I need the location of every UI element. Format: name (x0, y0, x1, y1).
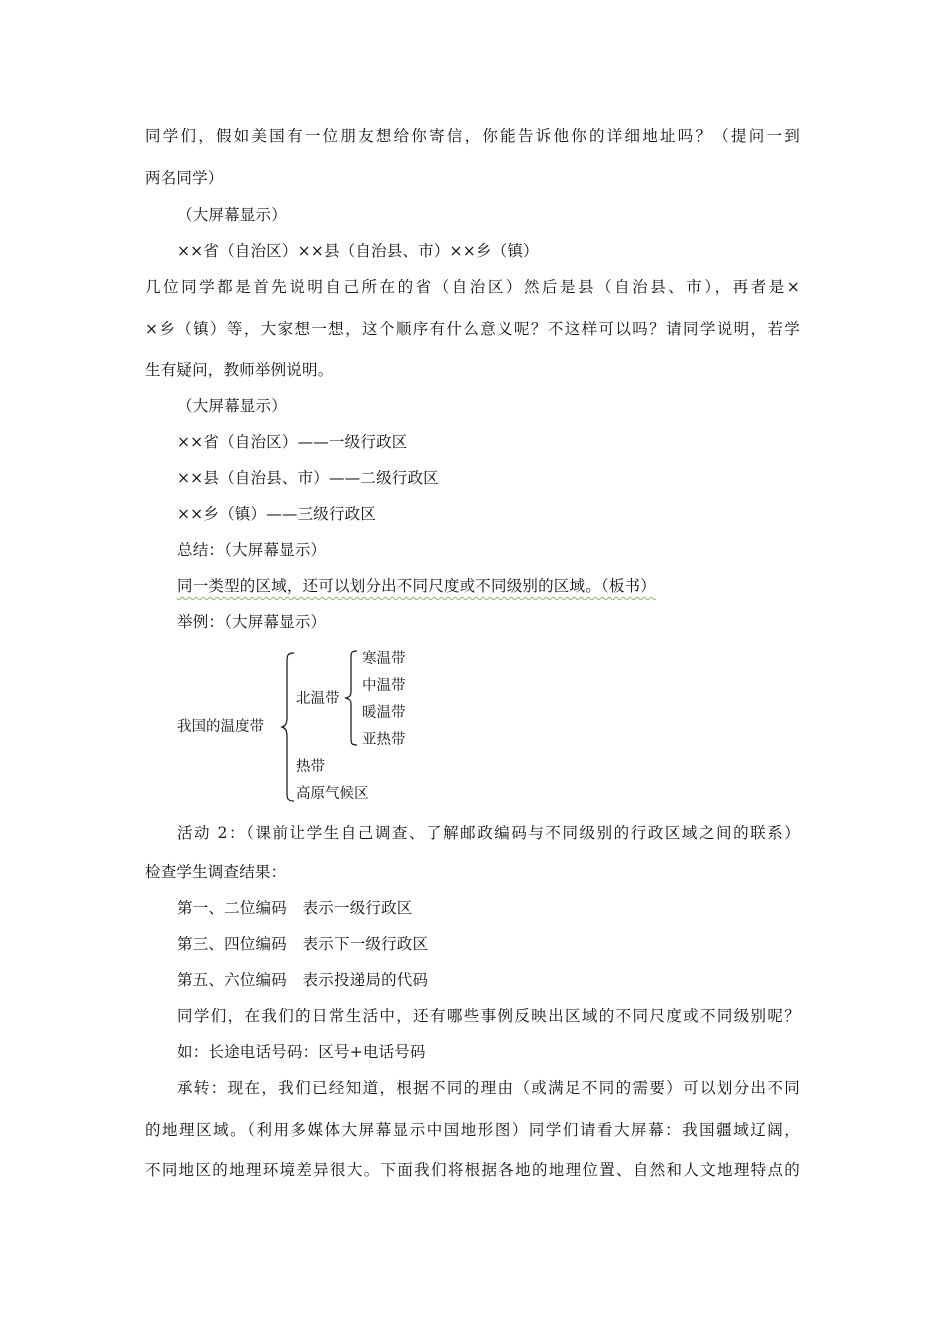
phone-example: 如：长途电话号码：区号+电话号码 (177, 1043, 426, 1061)
zone-mid-temperate: 中温带 (362, 678, 406, 694)
transition-line-2: 的地理区域。（利用多媒体大屏幕显示中国地形图）同学们请看大屏幕：我国疆域辽阔， (145, 1121, 800, 1139)
address-format: ××省（自治区）××县（自治县、市）××乡（镇） (177, 242, 539, 260)
zone-subtropical: 亚热带 (362, 732, 406, 748)
summary-heading: 总结：（大屏幕显示） (177, 541, 327, 559)
tree-tropical-label: 热带 (296, 759, 325, 775)
tree-root-label: 我国的温度带 (177, 719, 264, 735)
paragraph-2-line-1: 几位同学都是首先说明自己所在的省（自治区）然后是县（自治县、市），再者是× (145, 278, 800, 296)
admin-level-2: ××县（自治县、市）——二级行政区 (177, 469, 439, 487)
outer-brace (282, 652, 298, 802)
inner-brace (346, 650, 360, 746)
transition-line-3: 不同地区的地理环境差异很大。下面我们将根据各地的地理位置、自然和人文地理特点的 (145, 1161, 800, 1179)
tree-plateau-label: 高原气候区 (296, 786, 369, 802)
postal-code-1: 第一、二位编码 表示一级行政区 (177, 899, 413, 917)
activity-2: 活动 2：（课前让学生自己调查、了解邮政编码与不同级别的行政区域之间的联系） (177, 824, 800, 842)
check-results: 检查学生调查结果： (145, 863, 287, 881)
postal-code-3: 第五、六位编码 表示投递局的代码 (177, 971, 429, 989)
screen-note-1: （大屏幕显示） (177, 206, 287, 224)
tree-north-label: 北温带 (296, 691, 340, 707)
paragraph-2-line-2: ×乡（镇）等，大家想一想，这个顺序有什么意义呢？不这样可以吗？请同学说明，若学 (145, 320, 800, 338)
postal-code-2: 第三、四位编码 表示下一级行政区 (177, 935, 429, 953)
summary-text: 同一类型的区域，还可以划分出不同尺度或不同级别的区域。（板书） (177, 577, 656, 595)
admin-level-1: ××省（自治区）——一级行政区 (177, 433, 408, 451)
transition-line-1: 承转：现在，我们已经知道，根据不同的理由（或满足不同的需要）可以划分出不同 (177, 1079, 800, 1097)
example-heading: 举例：（大屏幕显示） (177, 613, 327, 631)
paragraph-1-line-1: 同学们，假如美国有一位朋友想给你寄信，你能告诉他你的详细地址吗？（提问一到 (145, 127, 800, 145)
zone-cold-temperate: 寒温带 (362, 651, 406, 667)
daily-life-question: 同学们，在我们的日常生活中，还有哪些事例反映出区域的不同尺度或不同级别呢？ (177, 1007, 800, 1025)
paragraph-2-line-3: 生有疑问，教师举例说明。 (145, 361, 334, 379)
screen-note-2: （大屏幕显示） (177, 397, 287, 415)
zone-warm-temperate: 暖温带 (362, 705, 406, 721)
admin-level-3: ××乡（镇）——三级行政区 (177, 505, 377, 523)
paragraph-1-line-2: 两名同学） (145, 169, 224, 187)
